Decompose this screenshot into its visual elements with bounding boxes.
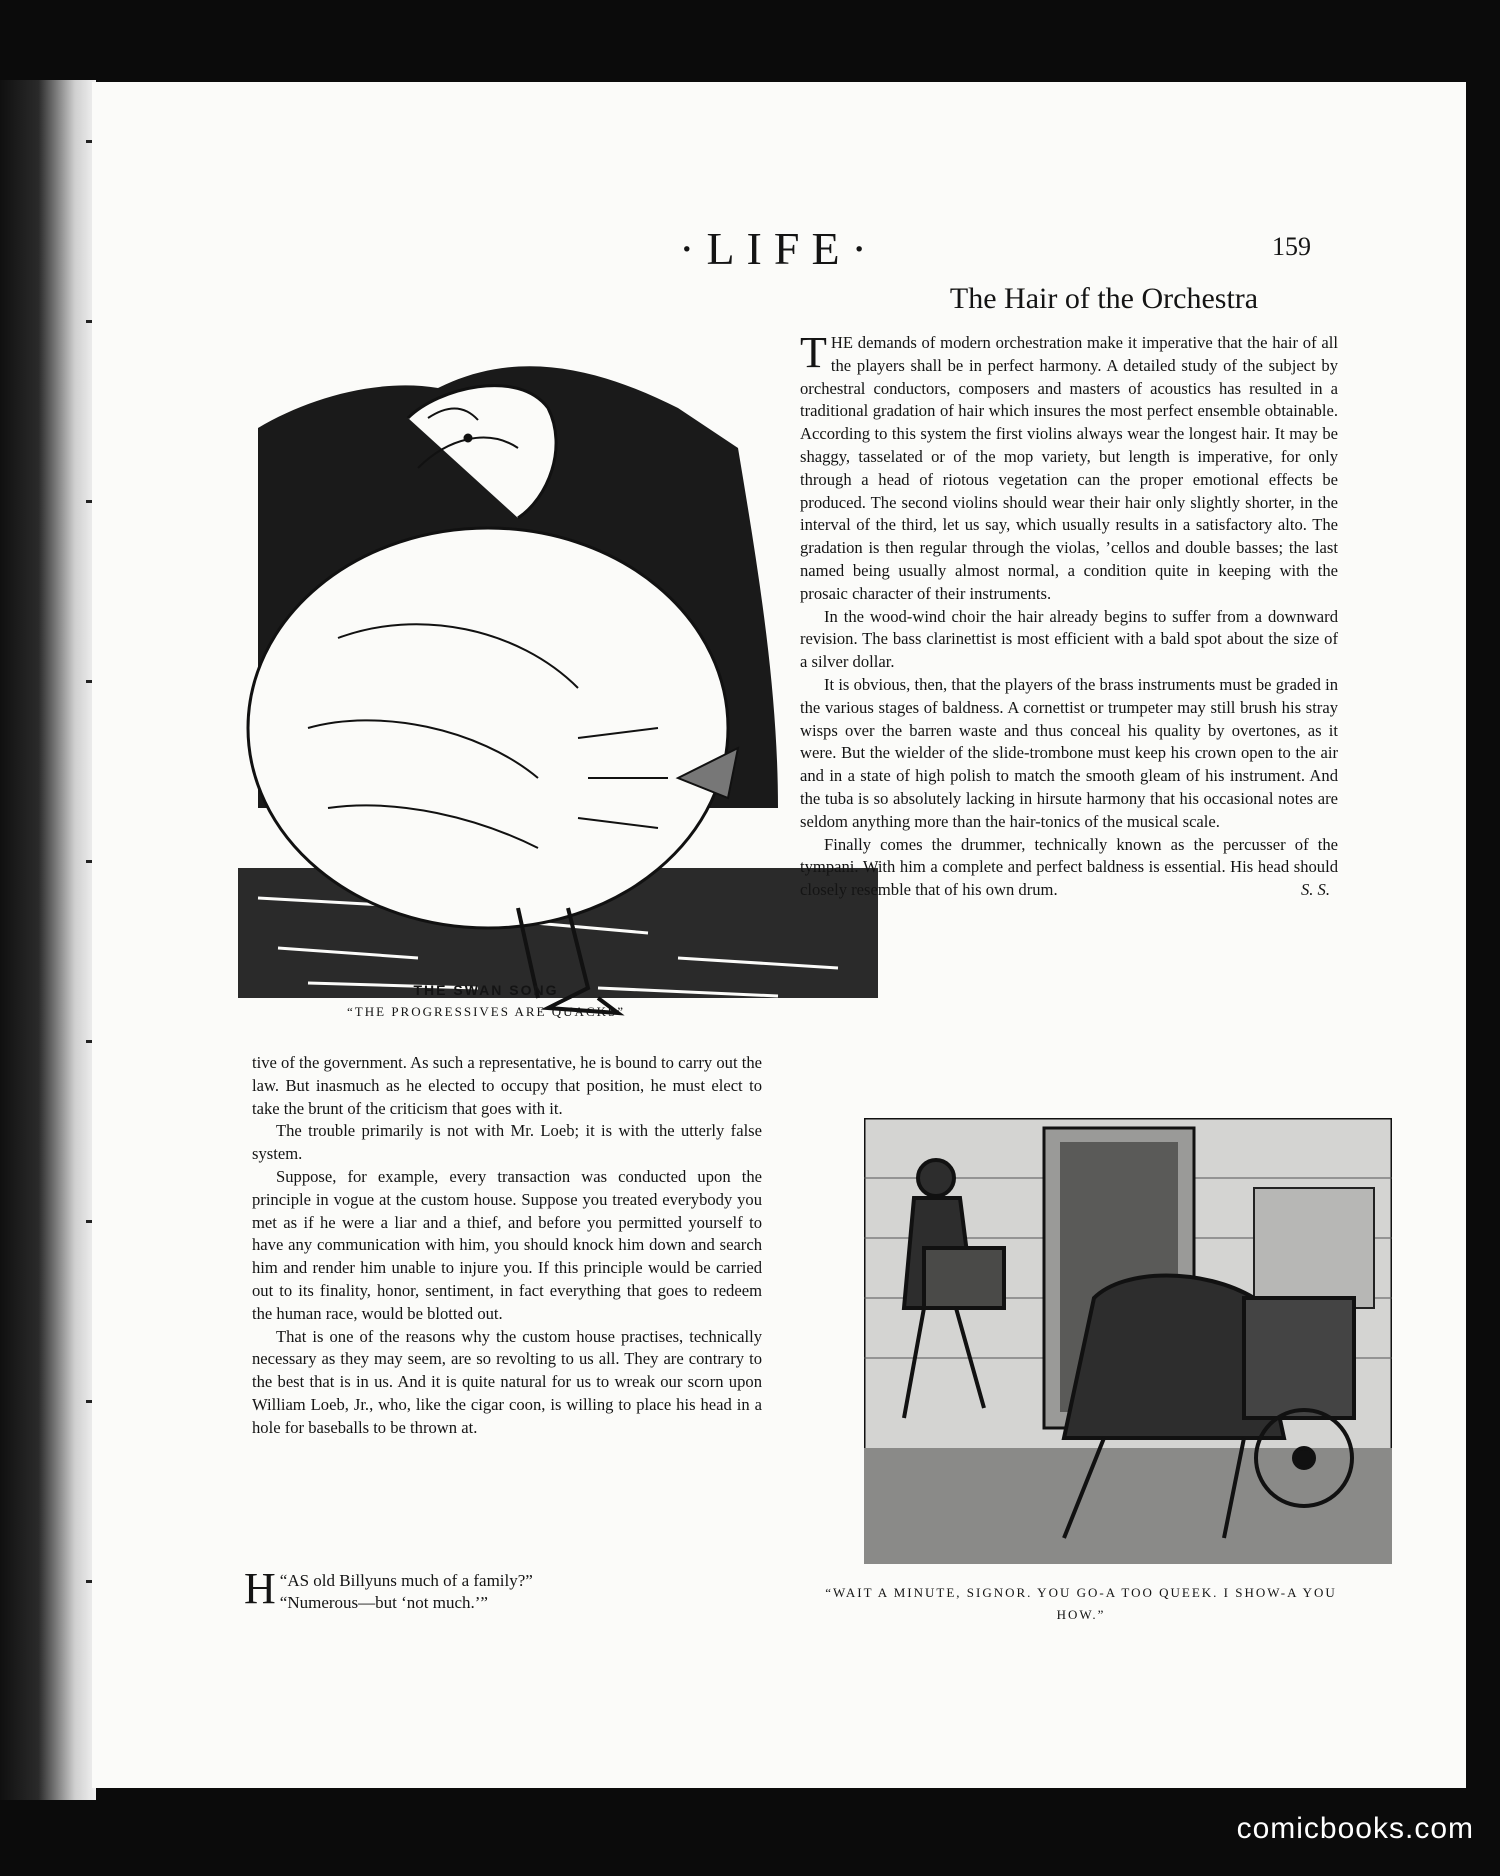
column-paragraph: Suppose, for example, every transaction was conducted upon the principle in vogue at the custom house. Suppose you treated everybody you met as if he were a liar and a thief, and before you permitted yourself to have any communication with him, you should knock him down and search him and render him unable to injure you. If this principle would be carried out to its finality, honor, sentiment, in fact everything that goes to redeem the human race, would be blotted out. <box>252 1166 762 1323</box>
book-spine <box>0 80 96 1800</box>
joke-open-quote: “ <box>279 1571 288 1590</box>
cartoon-subtitle: “THE PROGRESSIVES ARE QUACKS” <box>347 1004 625 1019</box>
joke-initial: H <box>244 1564 276 1613</box>
cartoon-caption: “WAIT A MINUTE, SIGNOR. YOU GO-A TOO QUEEK. I SHOW-A YOU HOW.” <box>825 1585 1337 1622</box>
article-paragraph <box>800 834 1338 902</box>
joke-question: AS old Billyuns much of a family?” <box>287 1571 533 1590</box>
swan-song-illustration <box>218 308 884 1048</box>
magazine-page <box>92 82 1466 1788</box>
organ-grinder-illustration <box>864 1118 1392 1564</box>
article-paragraph: In the wood-wind choir the hair already begins to suffer from a downward revision. The bass clarinettist is most efficient with a bald spot about the size of a silver dollar. <box>800 606 1338 672</box>
paragraph-text: Finally comes the drummer, technically known as the percusser of the tympani. With him a complete and perfect baldness is essential. His head should closely resemble that of his own drum. <box>800 834 1338 900</box>
column-paragraph: The trouble primarily is not with Mr. Loeb; it is with the utterly false system. <box>252 1121 762 1164</box>
column-paragraph: tive of the government. As such a representative, he is bound to carry out the law. But inasmuch as he elected to occupy that position, he must elect to take the brunt of the criticism that goes with it. <box>252 1053 762 1118</box>
left-column-text <box>252 1052 762 1440</box>
article-paragraph <box>800 328 1338 606</box>
watermark: comicbooks.com <box>1236 1812 1474 1845</box>
article-paragraph: It is obvious, then, that the players of the brass instruments must be graded in the various stages of baldness. A cornettist or trumpeter may still brush his stray wisps over the barren waste and thus conceal his quality by overtones, as it were. But the wielder of the slide-trombone must keep his crown open to the air and in a state of high polish to match the smooth gleam of his instrument. And the tuba is so absolutely lacking in hirsute harmony that his occasional notes are seldom anything more than the hair-tonics of the musical scale. <box>800 674 1338 831</box>
paragraph-text: HE demands of modern orchestration make it imperative that the hair of all the players shall be in perfect harmony. A detailed study of the subject by orchestral conductors, composers and masters of acoustics has resulted in a traditional gradation of hair which insures the most perfect ensemble obtainable. According to this system the first violins always wear the longest hair. It may be shaggy, tasselated or of the mop variety, but length is imperative, for only through a head of riotous vegetation can the proper emotional effects be produced. The second violins should wear their hair only slightly shorter, in the interval of the third, let us say, which usually results in a satisfactory alto. The gradation is then regular through the violas, ’cellos and double basses; the last named being usually almost normal, a condition quite in keeping with the prosaic character of their instruments. <box>800 333 1338 603</box>
cartoon-title: THE SWAN SONG <box>413 982 559 998</box>
drop-cap: T <box>800 328 827 377</box>
column-paragraph: That is one of the reasons why the custom house practises, technically necessary as they may seem, are so revolting to us all. They are contrary to the best that is in us. And it is quite natural for us to wreak our scorn upon William Loeb, Jr., who, like the cigar coon, is willing to place his head in a hole for baseballs to be thrown at. <box>252 1326 762 1437</box>
joke-answer: “Numerous—but ‘not much.’” <box>279 1593 488 1612</box>
article-title: The Hair of the Orchestra <box>949 282 1259 315</box>
article-body <box>800 328 1338 902</box>
page-number: 159 <box>1272 232 1311 261</box>
masthead: ·LIFE· <box>679 223 879 274</box>
author-signature: S. S. <box>1300 880 1330 900</box>
joke-block <box>244 1564 704 1614</box>
